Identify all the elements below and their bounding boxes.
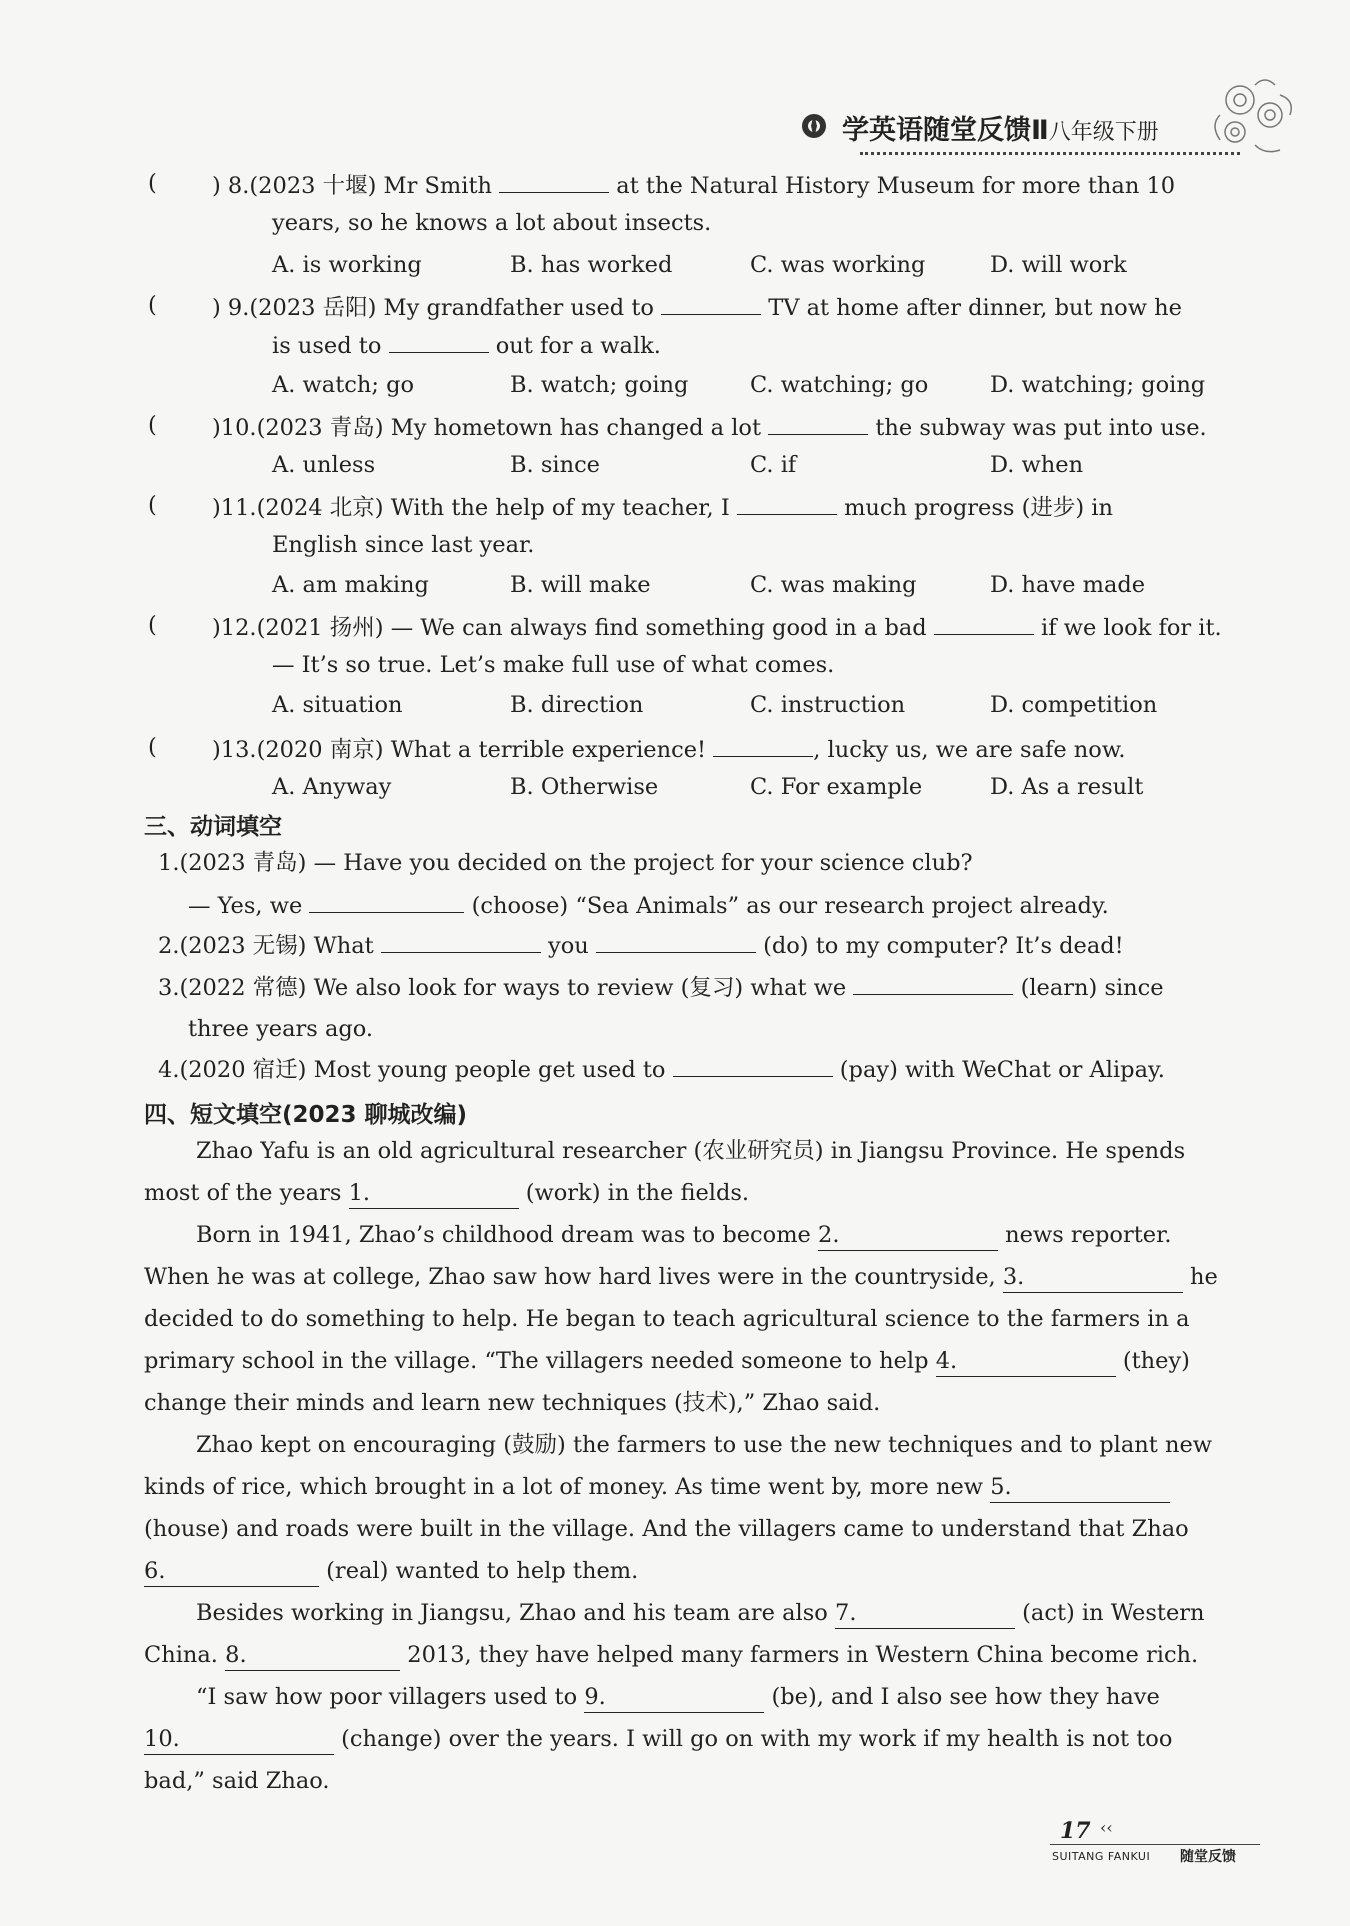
page-number: 17 <box>1060 1818 1091 1844</box>
passage-line: Zhao kept on encouraging (鼓励) the farmers to use the new techniques and to plant new <box>196 1432 1213 1458</box>
option: A. is working <box>272 252 422 278</box>
header-title: 学英语随堂反馈Ⅱ八年级下册 <box>842 115 1159 146</box>
option: D. have made <box>990 572 1146 598</box>
question-9-line2: is used to out for a walk. <box>272 330 661 361</box>
answer-bracket: ( <box>148 412 157 438</box>
section-title: 四、短文填空(2023 聊城改编) <box>144 1102 468 1128</box>
option: A. am making <box>272 572 429 598</box>
question-9: ) 9.(2023 岳阳) My grandfather used to TV at home after dinner, but now he <box>212 292 1182 323</box>
question-13: )13.(2020 南京) What a terrible experience! , lucky us, we are safe now. <box>212 734 1126 765</box>
section-title: 三、动词填空 <box>144 814 282 840</box>
passage-line: China. 8. 2013, they have helped many farmers in Western China become rich. <box>144 1640 1198 1671</box>
fill-item-3: 3.(2022 常德) We also look for ways to review (复习) what we (learn) since <box>158 972 1164 1003</box>
footer-divider <box>1050 1844 1260 1845</box>
option: C. was making <box>750 572 917 598</box>
option: D. competition <box>990 692 1158 718</box>
passage-line: 6. (real) wanted to help them. <box>144 1556 638 1587</box>
option: A. situation <box>272 692 403 718</box>
option: D. watching; going <box>990 372 1206 398</box>
option: B. direction <box>510 692 644 718</box>
question-12: )12.(2021 扬州) — We can always find something good in a bad if we look for it. <box>212 612 1222 643</box>
answer-bracket: ( <box>148 734 157 760</box>
option: D. will work <box>990 252 1127 278</box>
fill-item-4: 4.(2020 宿迁) Most young people get used to (pay) with WeChat or Alipay. <box>158 1054 1165 1085</box>
option: B. will make <box>510 572 651 598</box>
passage-line: kinds of rice, which brought in a lot of money. As time went by, more new 5. <box>144 1472 1170 1503</box>
flower-decoration-icon <box>1200 70 1310 170</box>
logo-icon <box>800 112 828 140</box>
option: B. since <box>510 452 600 478</box>
passage-line: (house) and roads were built in the village. And the villagers came to understand that Zhao <box>144 1516 1189 1542</box>
option: C. was working <box>750 252 926 278</box>
arrow-icon: ‹‹ <box>1100 1818 1113 1837</box>
option: C. if <box>750 452 797 478</box>
passage-line: bad,” said Zhao. <box>144 1768 330 1794</box>
footer-brand-cn: 随堂反馈 <box>1180 1849 1236 1865</box>
passage-line: 10. (change) over the years. I will go on with my work if my health is not too <box>144 1724 1172 1755</box>
question-11: )11.(2024 北京) With the help of my teacher, I much progress (进步) in <box>212 492 1113 523</box>
option: B. has worked <box>510 252 673 278</box>
answer-bracket: ( <box>148 170 157 196</box>
passage-line: most of the years 1. (work) in the fields. <box>144 1178 749 1209</box>
fill-item-2: 2.(2023 无锡) What you (do) to my computer? It’s dead! <box>158 930 1124 961</box>
passage-line: primary school in the village. “The villagers needed someone to help 4. (they) <box>144 1346 1190 1377</box>
option: D. As a result <box>990 774 1144 800</box>
option: C. For example <box>750 774 923 800</box>
passage-line: decided to do something to help. He began to teach agricultural science to the farmers in a <box>144 1306 1190 1332</box>
option: A. Anyway <box>272 774 392 800</box>
option: C. watching; go <box>750 372 929 398</box>
passage-line: Besides working in Jiangsu, Zhao and his team are also 7. (act) in Western <box>196 1598 1205 1629</box>
option: C. instruction <box>750 692 906 718</box>
footer-brand: SUITANG FANKUI <box>1052 1850 1151 1863</box>
option: A. unless <box>272 452 376 478</box>
fill-item-1-line2: — Yes, we (choose) “Sea Animals” as our research project already. <box>188 890 1109 921</box>
page-header <box>800 108 1250 148</box>
passage-line: change their minds and learn new techniques (技术),” Zhao said. <box>144 1390 881 1416</box>
passage-line: When he was at college, Zhao saw how hard lives were in the countryside, 3. he <box>144 1262 1218 1293</box>
option: A. watch; go <box>272 372 415 398</box>
passage-line: “I saw how poor villagers used to 9. (be), and I also see how they have <box>196 1682 1160 1713</box>
passage-line: Born in 1941, Zhao’s childhood dream was to become 2. news reporter. <box>196 1220 1172 1251</box>
header-grade: 八年级下册 <box>1048 120 1159 145</box>
question-12-line2: — It’s so true. Let’s make full use of what comes. <box>272 652 835 678</box>
question-10: )10.(2023 青岛) My hometown has changed a lot the subway was put into use. <box>212 412 1207 443</box>
passage-line: Zhao Yafu is an old agricultural researcher (农业研究员) in Jiangsu Province. He spends <box>196 1138 1186 1164</box>
option: B. watch; going <box>510 372 689 398</box>
question-11-line2: English since last year. <box>272 532 535 558</box>
question-8: ) 8.(2023 十堰) Mr Smith at the Natural History Museum for more than 10 <box>212 170 1175 201</box>
question-8-line2: years, so he knows a lot about insects. <box>272 210 712 236</box>
option: D. when <box>990 452 1084 478</box>
option: B. Otherwise <box>510 774 659 800</box>
fill-item-3-line2: three years ago. <box>188 1016 374 1042</box>
fill-item-1: 1.(2023 青岛) — Have you decided on the project for your science club? <box>158 850 973 876</box>
answer-bracket: ( <box>148 292 157 318</box>
answer-bracket: ( <box>148 612 157 638</box>
answer-bracket: ( <box>148 492 157 518</box>
header-divider <box>860 152 1240 155</box>
